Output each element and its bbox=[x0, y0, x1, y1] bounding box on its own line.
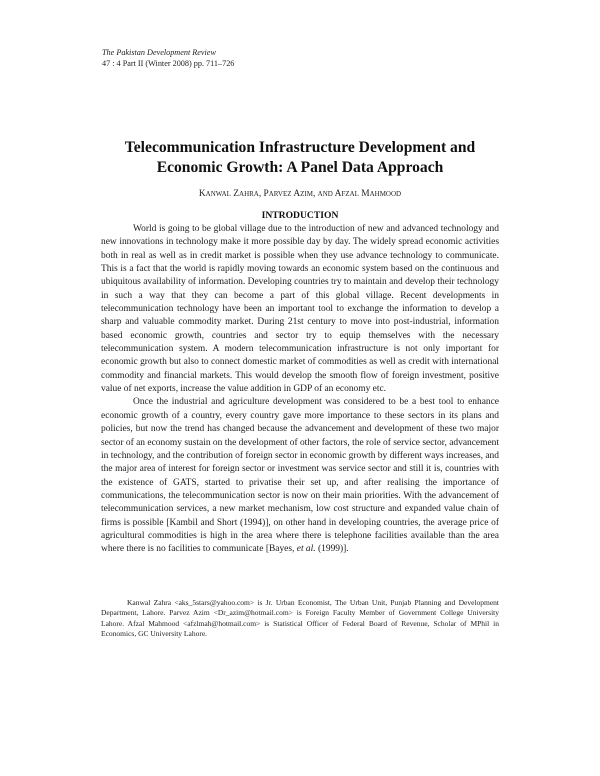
footnote-text: Kanwal Zahra <aks_5stars@yahoo.com> is Jr. Urban Economist, The Urban Unit, Punjab Planning and Development Department, Lahore. Parvez Azim <Dr_azim@hotmail.com> is Foreign Faculty Member of Government College University Lahore. Afzal Mahmood <afzlmah@hotmail.com> is Statistical Officer of Federal Board of Revenue, Scholar of MPhil in Economics, GC University Lahore. bbox=[101, 598, 499, 638]
author-list: Kanwal Zahra, Parvez Azim, and Afzal Mahmood bbox=[198, 189, 402, 199]
paragraph-text: Once the industrial and agriculture development was considered to be a best tool to enhance economic growth of a country, every country gave more importance to these sectors in its plans and policies, but now the trend has changed because the advancement and development of these two major sector of an economy sustain on the development of other factors, the role of service sector, advancement in technology, and the contribution of foreign sector in economic growth by different ways increases, and the major area of interest for foreign sector or investment was service sector and still it is, countries with the existence of GATS, started to privatise their set up, and after realising the importance of communications, the telecommunication sector is now on their main priorities. With the advancement of telecommunication services, a new market mechanism, low cost structure and expanded value chain of firms is possible [Kambil and Short (1994)], on other hand in developing countries, the average price of agricultural commodities is high in the area where there is telephone facilities available than the area where there is no facilities to communicate [Bayes, bbox=[101, 397, 499, 555]
citation-etal: et al. bbox=[296, 544, 316, 555]
title-line-2: Economic Growth: A Panel Data Approach bbox=[156, 159, 444, 176]
paragraph: World is going to be global village due to the introduction of new and advanced technology and new innovations in technology make it more possible day by day. The widely spread economic activities both in real as well as in credit market is possible when they use advance technology to communicate. This is a fact that the world is rapidly moving towards an economic system based on the continuous and ubiquitous availability of information. Developing countries try to maintain and develop their technology in such a way that they can become a part of this global village. Recent developments in telecommunication technology have been an important tool to exchange the information to develop a sharp and valuable commodity market. During 21st century to move into post-industrial, information based economic growth, countries and sector try to equip themselves with the necessary telecommunication system. A modern telecommunication infrastructure is not only important for economic growth but also to connect domestic market of commodities as well as credit with international commodity and financial markets. This would develop the smooth flow of foreign investment, positive value of net exports, increase the value addition in GDP of an economy etc. bbox=[101, 224, 499, 395]
issue-info: 47 : 4 Part II (Winter 2008) pp. 711–726 bbox=[102, 59, 235, 68]
author-affiliation-footnote bbox=[101, 598, 499, 639]
running-head bbox=[102, 47, 234, 69]
body-text bbox=[101, 223, 499, 557]
journal-name: The Pakistan Development Review bbox=[102, 48, 216, 57]
section-heading-introduction: INTRODUCTION bbox=[261, 210, 339, 221]
citation-tail: (1999)]. bbox=[315, 544, 349, 555]
title-line-1: Telecommunication Infrastructure Development and bbox=[124, 139, 476, 156]
paragraph bbox=[101, 396, 499, 556]
paper-title bbox=[100, 138, 500, 178]
